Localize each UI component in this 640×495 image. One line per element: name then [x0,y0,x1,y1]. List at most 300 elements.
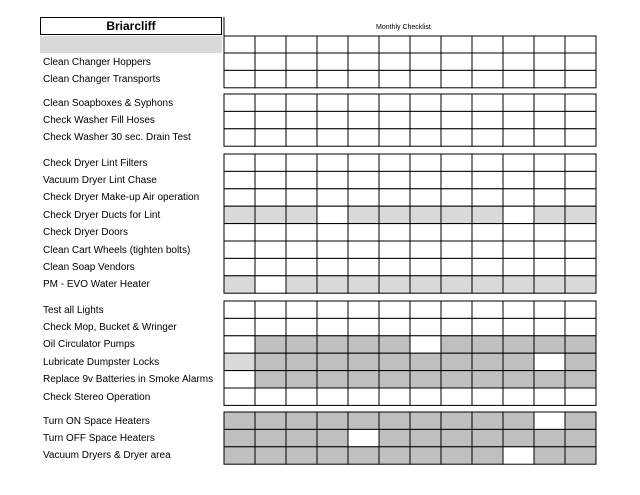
check-cell[interactable] [565,224,596,241]
check-cell[interactable] [255,371,286,388]
check-cell[interactable] [224,111,255,128]
check-cell[interactable] [503,318,534,335]
check-cell[interactable] [317,111,348,128]
check-cell[interactable] [255,171,286,188]
check-cell[interactable] [348,276,379,293]
check-cell[interactable] [534,258,565,275]
check-cell[interactable] [565,53,596,70]
month-header-cell [410,36,441,54]
check-cell[interactable] [286,388,317,405]
check-cell[interactable] [410,318,441,335]
check-cell[interactable] [317,336,348,353]
check-cell[interactable] [317,70,348,87]
check-cell[interactable] [534,94,565,111]
task-label: Check Dryer Doors [43,227,129,239]
check-cell[interactable] [286,94,317,111]
check-cell[interactable] [255,53,286,70]
check-cell[interactable] [472,301,503,318]
task-label: Check Stereo Operation [43,391,151,403]
check-cell[interactable] [224,276,255,293]
check-cell[interactable] [224,94,255,111]
check-cell[interactable] [565,388,596,405]
check-cell[interactable] [472,224,503,241]
check-cell[interactable] [534,154,565,171]
check-cell[interactable] [534,353,565,370]
check-cell[interactable] [472,111,503,128]
check-cell[interactable] [565,171,596,188]
check-cell[interactable] [472,129,503,146]
check-cell[interactable] [379,189,410,206]
check-cell[interactable] [441,224,472,241]
check-cell[interactable] [410,94,441,111]
check-cell[interactable] [503,388,534,405]
check-cell[interactable] [503,353,534,370]
check-cell[interactable] [379,429,410,446]
check-cell[interactable] [472,154,503,171]
check-cell[interactable] [441,388,472,405]
check-cell[interactable] [410,276,441,293]
check-cell[interactable] [255,154,286,171]
check-cell[interactable] [534,111,565,128]
check-cell[interactable] [317,318,348,335]
check-cell[interactable] [565,241,596,258]
check-cell[interactable] [379,371,410,388]
checklist-title: Briarcliff [40,17,222,35]
check-cell[interactable] [286,336,317,353]
check-cell[interactable] [503,241,534,258]
check-cell[interactable] [503,447,534,464]
check-cell[interactable] [472,388,503,405]
task-label: Test all Lights [43,304,104,316]
check-cell[interactable] [317,189,348,206]
check-cell[interactable] [379,206,410,223]
check-cell[interactable] [255,206,286,223]
check-cell[interactable] [441,371,472,388]
check-cell[interactable] [565,276,596,293]
check-cell[interactable] [255,70,286,87]
task-label: PM - EVO Water Heater [43,279,150,291]
month-header-cell [317,36,348,54]
task-label: Check Washer 30 sec. Drain Test [43,132,191,144]
check-cell[interactable] [441,206,472,223]
check-cell[interactable] [441,318,472,335]
check-cell[interactable] [317,429,348,446]
check-cell[interactable] [472,171,503,188]
check-cell[interactable] [255,447,286,464]
task-label: Check Mop, Bucket & Wringer [43,321,177,333]
check-cell[interactable] [565,94,596,111]
check-cell[interactable] [317,53,348,70]
check-cell[interactable] [255,189,286,206]
check-cell[interactable] [348,206,379,223]
check-cell[interactable] [379,224,410,241]
check-cell[interactable] [255,94,286,111]
check-cell[interactable] [317,447,348,464]
check-cell[interactable] [534,224,565,241]
check-cell[interactable] [503,224,534,241]
check-cell[interactable] [472,258,503,275]
check-cell[interactable] [534,129,565,146]
check-cell[interactable] [348,388,379,405]
check-cell[interactable] [565,154,596,171]
check-cell[interactable] [379,301,410,318]
check-cell[interactable] [286,318,317,335]
check-cell[interactable] [565,371,596,388]
check-cell[interactable] [317,258,348,275]
task-label: Clean Soapboxes & Syphons [43,97,174,109]
check-cell[interactable] [565,353,596,370]
check-cell[interactable] [534,371,565,388]
check-cell[interactable] [224,53,255,70]
task-label: Oil Circulator Pumps [43,339,135,351]
check-cell[interactable] [317,94,348,111]
check-cell[interactable] [441,353,472,370]
check-cell[interactable] [503,371,534,388]
check-cell[interactable] [534,189,565,206]
check-cell[interactable] [255,429,286,446]
task-label: Lubricate Dumpster Locks [43,356,160,368]
check-cell[interactable] [534,53,565,70]
check-cell[interactable] [441,258,472,275]
check-cell[interactable] [317,353,348,370]
check-cell[interactable] [410,206,441,223]
check-cell[interactable] [441,241,472,258]
check-cell[interactable] [503,189,534,206]
check-cell[interactable] [534,447,565,464]
check-cell[interactable] [224,318,255,335]
check-cell[interactable] [534,206,565,223]
check-cell[interactable] [255,276,286,293]
check-cell[interactable] [286,129,317,146]
check-cell[interactable] [255,388,286,405]
check-cell[interactable] [472,371,503,388]
check-cell[interactable] [317,171,348,188]
check-cell[interactable] [565,206,596,223]
check-cell[interactable] [441,429,472,446]
check-cell[interactable] [255,129,286,146]
check-cell[interactable] [410,171,441,188]
check-cell[interactable] [379,171,410,188]
check-cell[interactable] [565,412,596,429]
task-label: Clean Changer Hoppers [43,56,151,68]
check-cell[interactable] [534,318,565,335]
check-cell[interactable] [410,258,441,275]
check-cell[interactable] [224,447,255,464]
check-cell[interactable] [534,171,565,188]
check-cell[interactable] [503,154,534,171]
check-cell[interactable] [348,412,379,429]
check-cell[interactable] [286,111,317,128]
check-cell[interactable] [410,53,441,70]
check-cell[interactable] [441,189,472,206]
check-cell[interactable] [348,241,379,258]
check-cell[interactable] [472,53,503,70]
check-cell[interactable] [441,276,472,293]
month-header-cell [565,36,596,54]
check-cell[interactable] [348,53,379,70]
check-cell[interactable] [286,53,317,70]
check-cell[interactable] [255,412,286,429]
check-cell[interactable] [441,154,472,171]
check-cell[interactable] [224,336,255,353]
check-cell[interactable] [503,206,534,223]
task-label: Clean Cart Wheels (tighten bolts) [43,244,191,256]
check-cell[interactable] [286,189,317,206]
check-cell[interactable] [348,94,379,111]
check-cell[interactable] [503,301,534,318]
check-cell[interactable] [534,241,565,258]
check-cell[interactable] [503,70,534,87]
check-cell[interactable] [441,171,472,188]
check-cell[interactable] [503,53,534,70]
check-cell[interactable] [534,336,565,353]
check-cell[interactable] [565,70,596,87]
check-cell[interactable] [410,301,441,318]
check-cell[interactable] [224,224,255,241]
check-cell[interactable] [534,388,565,405]
check-cell[interactable] [410,129,441,146]
check-cell[interactable] [348,301,379,318]
check-cell[interactable] [565,111,596,128]
check-cell[interactable] [286,447,317,464]
check-cell[interactable] [565,447,596,464]
month-header-cell [379,36,410,54]
check-cell[interactable] [410,388,441,405]
check-cell[interactable] [348,429,379,446]
check-cell[interactable] [255,224,286,241]
check-cell[interactable] [286,276,317,293]
check-cell[interactable] [472,447,503,464]
check-cell[interactable] [410,70,441,87]
check-cell[interactable] [348,353,379,370]
check-cell[interactable] [255,318,286,335]
month-header-cell [503,36,534,54]
check-cell[interactable] [472,412,503,429]
check-cell[interactable] [379,70,410,87]
check-cell[interactable] [348,336,379,353]
check-cell[interactable] [472,318,503,335]
check-cell[interactable] [286,301,317,318]
check-cell[interactable] [565,301,596,318]
check-cell[interactable] [379,353,410,370]
check-cell[interactable] [286,171,317,188]
check-cell[interactable] [441,111,472,128]
check-cell[interactable] [565,129,596,146]
check-cell[interactable] [503,276,534,293]
check-cell[interactable] [379,154,410,171]
check-cell[interactable] [503,412,534,429]
check-cell[interactable] [379,53,410,70]
check-cell[interactable] [441,94,472,111]
check-cell[interactable] [441,129,472,146]
check-cell[interactable] [379,447,410,464]
check-cell[interactable] [379,336,410,353]
check-cell[interactable] [472,353,503,370]
check-cell[interactable] [503,258,534,275]
check-cell[interactable] [286,70,317,87]
check-cell[interactable] [410,241,441,258]
check-cell[interactable] [410,429,441,446]
check-cell[interactable] [410,336,441,353]
check-cell[interactable] [317,388,348,405]
check-cell[interactable] [379,318,410,335]
check-cell[interactable] [410,371,441,388]
check-cell[interactable] [503,111,534,128]
check-cell[interactable] [472,94,503,111]
check-cell[interactable] [255,258,286,275]
checklist-subtitle: Monthly Checklist [376,24,431,31]
task-label: Turn OFF Space Heaters [43,432,155,444]
check-cell[interactable] [503,94,534,111]
check-cell[interactable] [534,276,565,293]
check-cell[interactable] [255,301,286,318]
check-cell[interactable] [472,429,503,446]
check-cell[interactable] [348,189,379,206]
check-cell[interactable] [410,189,441,206]
check-cell[interactable] [379,412,410,429]
check-cell[interactable] [348,154,379,171]
check-cell[interactable] [472,241,503,258]
check-cell[interactable] [317,276,348,293]
check-cell[interactable] [224,412,255,429]
check-cell[interactable] [441,53,472,70]
task-label: Vacuum Dryers & Dryer area [43,450,171,462]
check-cell[interactable] [286,412,317,429]
check-cell[interactable] [472,70,503,87]
check-cell[interactable] [224,301,255,318]
check-cell[interactable] [503,171,534,188]
check-cell[interactable] [317,371,348,388]
check-cell[interactable] [472,276,503,293]
check-cell[interactable] [317,129,348,146]
task-label: Check Washer Fill Hoses [43,114,155,126]
task-label: Clean Soap Vendors [43,261,135,273]
check-cell[interactable] [379,111,410,128]
check-cell[interactable] [224,258,255,275]
month-header-cell [441,36,472,54]
check-cell[interactable] [286,154,317,171]
check-cell[interactable] [317,154,348,171]
check-cell[interactable] [441,447,472,464]
check-cell[interactable] [286,258,317,275]
check-cell[interactable] [379,129,410,146]
check-cell[interactable] [224,241,255,258]
check-cell[interactable] [410,447,441,464]
check-cell[interactable] [348,447,379,464]
check-cell[interactable] [224,129,255,146]
check-cell[interactable] [379,388,410,405]
check-cell[interactable] [379,276,410,293]
check-cell[interactable] [224,353,255,370]
month-header-cell [534,36,565,54]
check-cell[interactable] [410,353,441,370]
check-cell[interactable] [441,301,472,318]
check-cell[interactable] [255,353,286,370]
check-cell[interactable] [286,224,317,241]
check-cell[interactable] [224,388,255,405]
check-cell[interactable] [472,336,503,353]
check-cell[interactable] [348,318,379,335]
month-header-cell [348,36,379,54]
task-label: Vacuum Dryer Lint Chase [43,174,157,186]
check-cell[interactable] [348,70,379,87]
check-cell[interactable] [441,70,472,87]
check-cell[interactable] [317,412,348,429]
task-label: Replace 9v Batteries in Smoke Alarms [43,374,214,386]
check-cell[interactable] [565,336,596,353]
check-cell[interactable] [565,258,596,275]
check-cell[interactable] [379,94,410,111]
check-cell[interactable] [286,206,317,223]
check-cell[interactable] [317,206,348,223]
check-cell[interactable] [224,70,255,87]
check-cell[interactable] [441,412,472,429]
check-cell[interactable] [503,336,534,353]
check-cell[interactable] [348,258,379,275]
check-cell[interactable] [565,429,596,446]
check-cell[interactable] [317,224,348,241]
check-cell[interactable] [534,412,565,429]
check-cell[interactable] [379,258,410,275]
month-header-cell [255,36,286,54]
check-cell[interactable] [224,429,255,446]
task-label: Check Dryer Make-up Air operation [43,192,200,204]
check-cell[interactable] [348,129,379,146]
check-cell[interactable] [503,129,534,146]
check-cell[interactable] [348,111,379,128]
check-cell[interactable] [379,241,410,258]
check-cell[interactable] [348,171,379,188]
check-cell[interactable] [317,301,348,318]
month-header-cell [224,36,255,54]
task-label: Clean Changer Transports [43,73,161,85]
check-cell[interactable] [286,371,317,388]
check-cell[interactable] [503,429,534,446]
check-cell[interactable] [410,111,441,128]
check-cell[interactable] [255,111,286,128]
check-cell[interactable] [224,154,255,171]
task-label: Check Dryer Ducts for Lint [43,209,161,221]
check-cell[interactable] [224,171,255,188]
check-cell[interactable] [286,241,317,258]
month-header-cell [286,36,317,54]
check-cell[interactable] [410,154,441,171]
check-cell[interactable] [224,371,255,388]
check-cell[interactable] [224,206,255,223]
check-cell[interactable] [348,371,379,388]
check-cell[interactable] [534,301,565,318]
check-cell[interactable] [224,189,255,206]
check-cell[interactable] [286,353,317,370]
check-cell[interactable] [472,206,503,223]
month-header-cell [472,36,503,54]
check-cell[interactable] [534,70,565,87]
check-cell[interactable] [472,189,503,206]
task-label: Check Dryer Lint Filters [43,157,148,169]
check-cell[interactable] [534,429,565,446]
check-cell[interactable] [441,336,472,353]
task-label: Turn ON Space Heaters [43,415,150,427]
check-cell[interactable] [255,336,286,353]
check-cell[interactable] [565,318,596,335]
check-cell[interactable] [317,241,348,258]
check-cell[interactable] [410,412,441,429]
check-cell[interactable] [255,241,286,258]
check-cell[interactable] [348,224,379,241]
check-cell[interactable] [565,189,596,206]
check-cell[interactable] [410,224,441,241]
check-cell[interactable] [286,429,317,446]
